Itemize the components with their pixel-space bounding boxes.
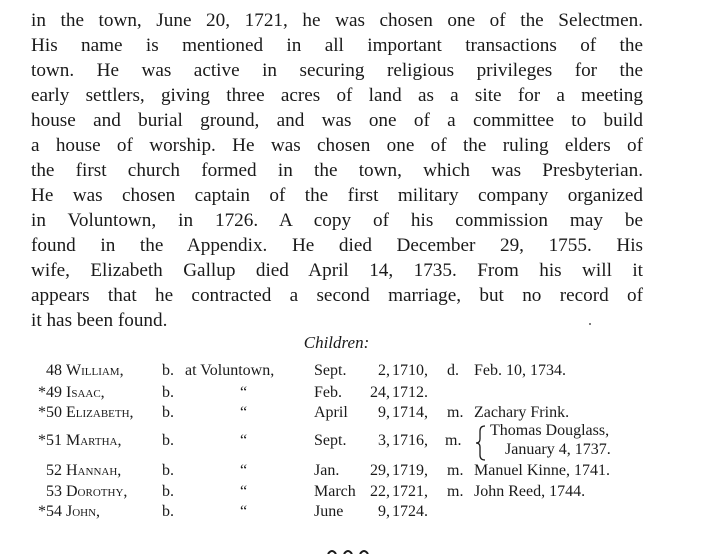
child-name: Elizabeth, [66,404,134,421]
birth-month: Jan. [314,462,340,479]
child-row [0,362,703,384]
children-heading: Children: [303,333,370,352]
paragraph-line: it has been found. [31,310,168,331]
birth-day: 22, [370,483,390,500]
paragraph-line: appears that he contracted a second marriage, but no record of [31,285,643,306]
child-number: 52 [46,462,62,479]
ditto-mark: “ [240,483,248,500]
child-name: Martha, [66,432,122,449]
birth-month: Feb. [314,384,342,401]
child-name: Dorothy, [66,483,128,500]
birth-day: 24, [370,384,390,401]
child-name: Hannah, [66,462,122,479]
event-detail: Zachary Frink. [474,404,570,421]
birth-place: at Voluntown, [185,362,275,379]
birth-day: 29, [370,462,390,479]
birth-day: 9, [378,404,390,421]
paragraph-line: the first church formed in the town, which was Presbyterian. [31,160,643,181]
child-number: 48 [46,362,62,379]
child-row [0,462,703,484]
born-label: b. [162,362,174,379]
born-label: b. [162,384,174,401]
birth-month: June [314,503,344,520]
child-number: 53 [46,483,62,500]
birth-year: 1724. [392,503,428,520]
ditto-mark: “ [240,432,248,449]
event-detail: Manuel Kinne, 1741. [474,462,610,479]
paragraph-line: a house of worship. He was chosen one of the ruling elders of [31,135,643,156]
child-number: *54 [38,503,62,520]
event-label: d. [447,362,459,379]
ditto-mark: “ [240,404,248,421]
birth-year: 1710, [392,362,428,379]
event-detail: Feb. 10, 1734. [474,362,566,379]
birth-month: April [314,404,348,421]
paragraph-line: found in the Appendix. He died December 29, 1755. His [31,235,643,256]
born-label: b. [162,483,174,500]
birth-year: 1714, [392,404,428,421]
paragraph-line: in Voluntown, in 1726. A copy of his commission may be [31,210,643,231]
birth-day: 9, [378,503,390,520]
child-number: *50 [38,404,62,421]
paragraph-line: in the town, June 20, 1721, he was chosen one of the Selectmen. [31,10,643,31]
event-detail: John Reed, 1744. [474,483,586,500]
birth-year: 1712. [392,384,428,401]
birth-month: Sept. [314,432,347,449]
child-row [0,503,703,525]
curly-brace-icon [475,425,487,461]
birth-year: 1719, [392,462,428,479]
birth-day: 2, [378,362,390,379]
paragraph-line: house and burial ground, and was one of a committee to build [31,110,643,131]
event-label: m. [447,483,464,500]
birth-day: 3, [378,432,390,449]
event-label: m. [447,462,464,479]
cropped-page-number-fragment [324,548,372,554]
ink-speck [589,323,591,325]
child-name: Isaac, [66,384,105,401]
birth-year: 1721, [392,483,428,500]
born-label: b. [162,462,174,479]
paragraph-line: He was chosen captain of the first military company organized [31,185,643,206]
ditto-mark: “ [240,503,248,520]
born-label: b. [162,404,174,421]
child-row [0,483,703,505]
child-number: *49 [38,384,62,401]
child-row [0,422,703,458]
ditto-mark: “ [240,462,248,479]
child-number: *51 [38,432,62,449]
child-row [0,384,703,406]
paragraph-line: early settlers, giving three acres of land as a site for a meeting [31,85,643,106]
born-label: b. [162,432,174,449]
body-paragraph [31,8,643,333]
child-name: William, [66,362,124,379]
spouse-name: Thomas Douglass, [490,422,610,439]
child-name: John, [66,503,101,520]
birth-year: 1716, [392,432,428,449]
birth-month: March [314,483,356,500]
paragraph-line: His name is mentioned in all important transactions of the [31,35,643,56]
paragraph-line: town. He was active in securing religious privileges for the [31,60,643,81]
event-label: m. [445,432,462,449]
born-label: b. [162,503,174,520]
marriage-date: January 4, 1737. [505,441,611,458]
paragraph-line: wife, Elizabeth Gallup died April 14, 1735. From his will it [31,260,643,281]
event-label: m. [447,404,464,421]
ditto-mark: “ [240,384,248,401]
birth-month: Sept. [314,362,347,379]
